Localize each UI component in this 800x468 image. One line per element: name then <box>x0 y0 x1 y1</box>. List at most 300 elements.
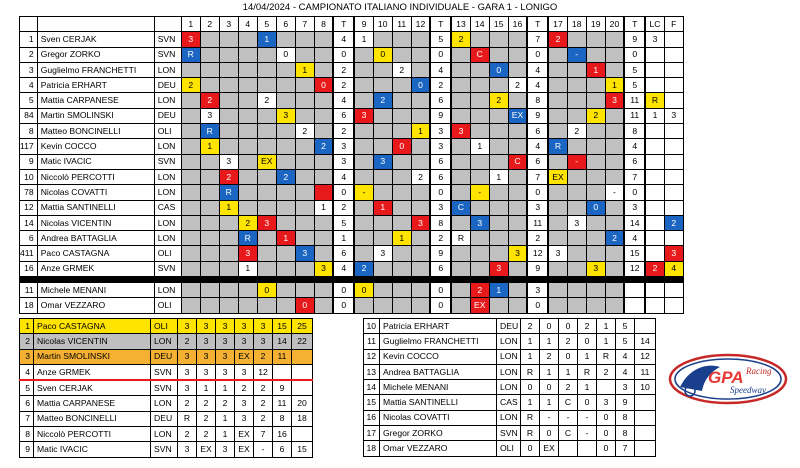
heat-cell: 0 <box>354 283 373 298</box>
heat-cell <box>645 47 664 62</box>
heat-cell <box>664 32 683 47</box>
heat-cell <box>451 78 470 93</box>
heat-cell: 3 <box>548 246 567 261</box>
heat-cell <box>664 124 683 139</box>
rank-position: 6 <box>20 396 34 411</box>
logo-speedway-text: Speedway <box>730 385 766 395</box>
heat-cell: R <box>219 185 238 200</box>
heat-cell: 0 <box>392 139 411 154</box>
heat-cell <box>489 78 508 93</box>
rider-number: 84 <box>20 108 38 123</box>
ranking-row <box>20 427 313 442</box>
heat-cell: 11 <box>624 108 645 123</box>
heat-cell <box>295 185 314 200</box>
heat-header-cell: T <box>430 17 451 32</box>
heat-cell <box>489 47 508 62</box>
heat-cell <box>257 231 276 246</box>
heat-cell <box>664 154 683 169</box>
heat-cell <box>257 200 276 215</box>
heat-cell <box>470 200 489 215</box>
heat-cell <box>567 246 586 261</box>
rank-position: 13 <box>364 364 380 379</box>
heat-cell <box>411 32 430 47</box>
rider-number: 18 <box>20 298 38 313</box>
rank-value: 2 <box>178 334 197 349</box>
rank-position: 7 <box>20 411 34 426</box>
rank-value: 3 <box>178 349 197 364</box>
rank-value <box>578 441 597 456</box>
heat-cell <box>508 47 527 62</box>
rank-value: 3 <box>216 442 235 457</box>
heat-cell <box>257 47 276 62</box>
heat-cell <box>354 139 373 154</box>
rank-value: 3 <box>178 380 197 396</box>
rank-value: R <box>597 349 616 364</box>
heat-cell: 0 <box>586 200 605 215</box>
heat-cell <box>586 47 605 62</box>
heat-cell: - <box>470 185 489 200</box>
rider-club: LON <box>154 215 181 230</box>
rank-value: 3 <box>197 319 216 334</box>
heat-cell: 2 <box>527 231 548 246</box>
rider-row <box>20 93 684 108</box>
heat-cell: 2 <box>470 283 489 298</box>
rider-number: 12 <box>20 200 38 215</box>
heat-cell <box>295 215 314 230</box>
heat-cell <box>181 200 200 215</box>
rider-club: DEU <box>154 108 181 123</box>
rank-value: 1 <box>540 364 559 379</box>
heat-cell <box>373 124 392 139</box>
heat-cell: 2 <box>295 124 314 139</box>
heat-cell <box>451 93 470 108</box>
heat-cell <box>664 47 683 62</box>
rank-value: - <box>578 410 597 425</box>
heat-cell: 1 <box>200 139 219 154</box>
heat-cell <box>645 231 664 246</box>
rank-value: 0 <box>540 380 559 395</box>
heat-cell <box>373 231 392 246</box>
heat-cell <box>354 200 373 215</box>
heat-cell <box>586 185 605 200</box>
heat-cell: 3 <box>664 246 683 261</box>
heat-cell: 0 <box>624 185 645 200</box>
heat-cell <box>200 47 219 62</box>
heat-cell <box>373 169 392 184</box>
rank-value: 11 <box>273 396 292 411</box>
rank-club: LON <box>497 380 521 395</box>
heat-cell <box>276 246 295 261</box>
heat-cell <box>567 298 586 313</box>
heat-cell <box>314 154 333 169</box>
heat-cell <box>470 62 489 77</box>
rider-number: 16 <box>20 261 38 276</box>
rank-club: DEU <box>151 349 178 364</box>
heat-cell <box>181 139 200 154</box>
logo-racing-text: Racing <box>746 366 772 376</box>
heat-cell <box>508 62 527 77</box>
rank-value: 7 <box>254 427 273 442</box>
rider-name: Martin SMOLINSKI <box>37 108 154 123</box>
heat-cell <box>605 200 624 215</box>
heat-cell <box>548 47 567 62</box>
heat-cell: 4 <box>333 261 354 276</box>
heat-cell <box>567 93 586 108</box>
heat-cell <box>392 298 411 313</box>
heat-cell: 0 <box>527 298 548 313</box>
heat-cell: 4 <box>624 139 645 154</box>
rank-name: Sven CERJAK <box>34 380 151 396</box>
rider-number: 2 <box>20 47 38 62</box>
heat-cell <box>181 154 200 169</box>
heat-cell <box>200 200 219 215</box>
heat-cell: 3 <box>430 124 451 139</box>
heat-header-cell: 2 <box>200 17 219 32</box>
rank-value: 2 <box>254 411 273 426</box>
heat-cell: 0 <box>333 298 354 313</box>
heat-cell <box>605 47 624 62</box>
heat-cell <box>238 62 257 77</box>
heat-cell <box>314 93 333 108</box>
heat-cell <box>354 154 373 169</box>
rank-club: DEU <box>497 319 521 334</box>
heat-header-cell: LC <box>645 17 664 32</box>
heat-cell <box>508 32 527 47</box>
heat-cell <box>567 139 586 154</box>
rank-value: 1 <box>216 427 235 442</box>
heat-cell <box>489 108 508 123</box>
rank-value: EX <box>197 442 216 457</box>
heat-cell <box>181 108 200 123</box>
heat-cell: 0 <box>314 78 333 93</box>
rider-name: Kevin COCCO <box>37 139 154 154</box>
heat-cell <box>411 200 430 215</box>
rider-name: Sven CERJAK <box>37 32 154 47</box>
heat-cell: 4 <box>430 62 451 77</box>
heat-cell: 2 <box>451 32 470 47</box>
rank-value: 3 <box>216 334 235 349</box>
heat-cell <box>567 169 586 184</box>
heat-cell <box>373 78 392 93</box>
heat-cell: 1 <box>470 139 489 154</box>
heat-cell <box>373 108 392 123</box>
heat-cell: 0 <box>276 47 295 62</box>
heat-cell <box>257 108 276 123</box>
heat-cell: 2 <box>333 200 354 215</box>
rank-value: 3 <box>178 364 197 380</box>
heat-cell <box>664 62 683 77</box>
heat-cell: 2 <box>489 93 508 108</box>
heat-cell: 3 <box>430 139 451 154</box>
rank-value: 3 <box>235 319 254 334</box>
heat-cell <box>276 62 295 77</box>
heat-cell <box>373 298 392 313</box>
rank-position: 14 <box>364 380 380 395</box>
heat-cell <box>219 246 238 261</box>
rider-club: CAS <box>154 200 181 215</box>
heat-cell <box>219 231 238 246</box>
heat-cell <box>411 246 430 261</box>
heat-cell: 9 <box>624 32 645 47</box>
heat-cell <box>314 108 333 123</box>
heat-cell: 2 <box>200 93 219 108</box>
rider-club: LON <box>154 169 181 184</box>
rank-value: 1 <box>521 334 540 349</box>
heat-cell: 2 <box>276 169 295 184</box>
gpa-racing-logo <box>668 353 788 405</box>
heat-cell <box>295 261 314 276</box>
heat-cell: 2 <box>645 261 664 276</box>
heat-cell <box>489 246 508 261</box>
heat-cell: 3 <box>238 246 257 261</box>
rank-name: Kevin COCCO <box>380 349 497 364</box>
rank-name: Omar VEZZARO <box>380 441 497 456</box>
heat-cell <box>548 261 567 276</box>
heat-cell: 5 <box>624 62 645 77</box>
heat-cell <box>392 108 411 123</box>
heat-cell: 8 <box>624 124 645 139</box>
rank-value: R <box>578 364 597 379</box>
rank-club: OLI <box>497 441 521 456</box>
heat-cell: 0 <box>411 78 430 93</box>
heat-cell <box>200 78 219 93</box>
heat-cell: 2 <box>333 62 354 77</box>
heat-cell <box>508 215 527 230</box>
logo-gpa-text: GPA <box>708 368 744 387</box>
rider-row <box>20 185 684 200</box>
rank-value: 1 <box>197 380 216 396</box>
heat-cell <box>276 78 295 93</box>
rank-value: 1 <box>597 334 616 349</box>
rank-value: 3 <box>235 334 254 349</box>
rank-value: 5 <box>616 334 635 349</box>
heat-cell: C <box>470 47 489 62</box>
rank-value: R <box>521 426 540 441</box>
rank-value: 3 <box>235 411 254 426</box>
heat-cell: 6 <box>527 154 548 169</box>
heat-cell <box>664 185 683 200</box>
rank-value: 2 <box>254 349 273 364</box>
heat-cell <box>276 93 295 108</box>
rank-value <box>273 364 292 380</box>
heat-cell <box>200 62 219 77</box>
ranking-row <box>20 442 313 457</box>
heat-cell <box>181 124 200 139</box>
rider-number: 1 <box>20 32 38 47</box>
rank-position: 2 <box>20 334 34 349</box>
rank-value: 1 <box>216 380 235 396</box>
heat-cell <box>181 169 200 184</box>
heat-cell: 9 <box>527 261 548 276</box>
heat-cell: 6 <box>527 124 548 139</box>
heat-cell <box>605 139 624 154</box>
rider-row <box>20 139 684 154</box>
heat-cell <box>200 246 219 261</box>
rider-club: SVN <box>154 261 181 276</box>
rank-value: 0 <box>578 395 597 410</box>
heat-cell <box>508 139 527 154</box>
heat-cell: 0 <box>333 185 354 200</box>
heat-cell <box>200 169 219 184</box>
heat-cell: 3 <box>527 200 548 215</box>
heat-cell: 1 <box>489 283 508 298</box>
heat-cell <box>645 246 664 261</box>
heat-cell: 2 <box>508 78 527 93</box>
rank-value: - <box>540 410 559 425</box>
heat-cell: 2 <box>373 93 392 108</box>
heat-cell: R <box>645 93 664 108</box>
heat-cell: 1 <box>489 169 508 184</box>
rank-value: 0 <box>578 334 597 349</box>
heat-cell <box>605 215 624 230</box>
heat-cell <box>238 47 257 62</box>
heat-cell: 1 <box>354 32 373 47</box>
rank-name: Nicolas COVATTI <box>380 410 497 425</box>
rank-value: 11 <box>273 349 292 364</box>
rider-club: LON <box>154 185 181 200</box>
heat-cell <box>411 185 430 200</box>
rank-position: 5 <box>20 380 34 396</box>
heat-cell <box>645 215 664 230</box>
heat-cell: 2 <box>548 32 567 47</box>
heat-cell <box>238 93 257 108</box>
rank-club: OLI <box>151 319 178 334</box>
heat-cell <box>567 108 586 123</box>
heat-cell <box>392 283 411 298</box>
heat-cell <box>219 47 238 62</box>
heat-cell <box>392 200 411 215</box>
heat-cell: 1 <box>219 200 238 215</box>
heat-cell <box>411 139 430 154</box>
heat-cell <box>508 231 527 246</box>
ranking-row <box>364 441 656 456</box>
heat-cell <box>392 246 411 261</box>
rank-value: EX <box>235 442 254 457</box>
heat-cell: 1 <box>373 200 392 215</box>
heat-cell: 15 <box>624 246 645 261</box>
rank-value: 2 <box>235 380 254 396</box>
heat-cell <box>181 185 200 200</box>
heat-header-cell: 10 <box>373 17 392 32</box>
ranking-row <box>20 319 313 334</box>
heat-cell <box>295 93 314 108</box>
heat-cell <box>664 78 683 93</box>
heat-cell: 4 <box>527 139 548 154</box>
heat-cell <box>314 124 333 139</box>
heat-cell: 3 <box>333 139 354 154</box>
rider-name: Matteo BONCINELLI <box>37 124 154 139</box>
heat-cell <box>276 200 295 215</box>
heat-header-cell: T <box>333 17 354 32</box>
heat-cell: 9 <box>430 246 451 261</box>
heat-cell: 2 <box>181 78 200 93</box>
heat-cell: 7 <box>527 169 548 184</box>
rank-club: SVN <box>151 442 178 457</box>
heat-cell <box>645 200 664 215</box>
rider-number: 14 <box>20 215 38 230</box>
rider-club: LON <box>154 231 181 246</box>
heat-cell <box>314 169 333 184</box>
heat-cell <box>219 124 238 139</box>
heat-cell <box>548 200 567 215</box>
heat-cell <box>548 108 567 123</box>
heat-cell <box>451 47 470 62</box>
heat-cell <box>373 185 392 200</box>
heat-cell <box>508 261 527 276</box>
rank-value: 4 <box>616 364 635 379</box>
heat-cell <box>276 139 295 154</box>
heat-cell: 2 <box>333 78 354 93</box>
heat-cell: 5 <box>624 78 645 93</box>
heat-cell: 3 <box>508 246 527 261</box>
rank-club: LON <box>151 334 178 349</box>
reserve-row <box>20 298 684 313</box>
rank-value: 8 <box>616 426 635 441</box>
heat-cell: 6 <box>333 108 354 123</box>
rider-number: 11 <box>20 283 38 298</box>
heat-cell <box>238 283 257 298</box>
heat-cell <box>624 283 645 298</box>
heat-cell <box>392 185 411 200</box>
heat-cell: 1 <box>257 32 276 47</box>
heat-cell <box>200 231 219 246</box>
heat-cell: 3 <box>200 108 219 123</box>
heat-cell <box>586 169 605 184</box>
heat-cell <box>392 124 411 139</box>
rank-name: Paco CASTAGNA <box>34 319 151 334</box>
rank-value: 16 <box>273 427 292 442</box>
rider-name: Andrea BATTAGLIA <box>37 231 154 246</box>
heat-cell <box>295 231 314 246</box>
heat-cell <box>392 261 411 276</box>
heat-cell: - <box>567 47 586 62</box>
heat-cell <box>219 215 238 230</box>
heat-cell: 3 <box>451 124 470 139</box>
rank-value: 7 <box>616 441 635 456</box>
rider-name: Michele MENANI <box>37 283 154 298</box>
heat-cell <box>392 78 411 93</box>
heat-cell: 7 <box>624 169 645 184</box>
rider-name: Nicolas COVATTI <box>37 185 154 200</box>
heat-cell: 9 <box>430 108 451 123</box>
heat-cell <box>645 124 664 139</box>
heat-cell <box>219 108 238 123</box>
heat-cell <box>276 298 295 313</box>
rank-position: 9 <box>20 442 34 457</box>
heat-cell: 0 <box>527 185 548 200</box>
heat-cell <box>645 62 664 77</box>
heat-cell: EX <box>548 169 567 184</box>
heat-cell <box>276 261 295 276</box>
heat-cell <box>295 78 314 93</box>
heat-cell: 6 <box>430 169 451 184</box>
heat-cell <box>470 93 489 108</box>
rank-value: 6 <box>273 442 292 457</box>
heat-cell: 4 <box>527 78 548 93</box>
heat-cell <box>354 298 373 313</box>
heat-cell: 3 <box>181 32 200 47</box>
heat-cell <box>373 139 392 154</box>
heat-cell <box>624 298 645 313</box>
rank-value: 1 <box>578 380 597 395</box>
rank-value: 2 <box>197 396 216 411</box>
heat-cell <box>645 169 664 184</box>
rider-name: Paco CASTAGNA <box>37 246 154 261</box>
heat-cell <box>200 298 219 313</box>
heat-cell: 12 <box>624 261 645 276</box>
heat-cell <box>664 93 683 108</box>
heat-cell <box>373 215 392 230</box>
